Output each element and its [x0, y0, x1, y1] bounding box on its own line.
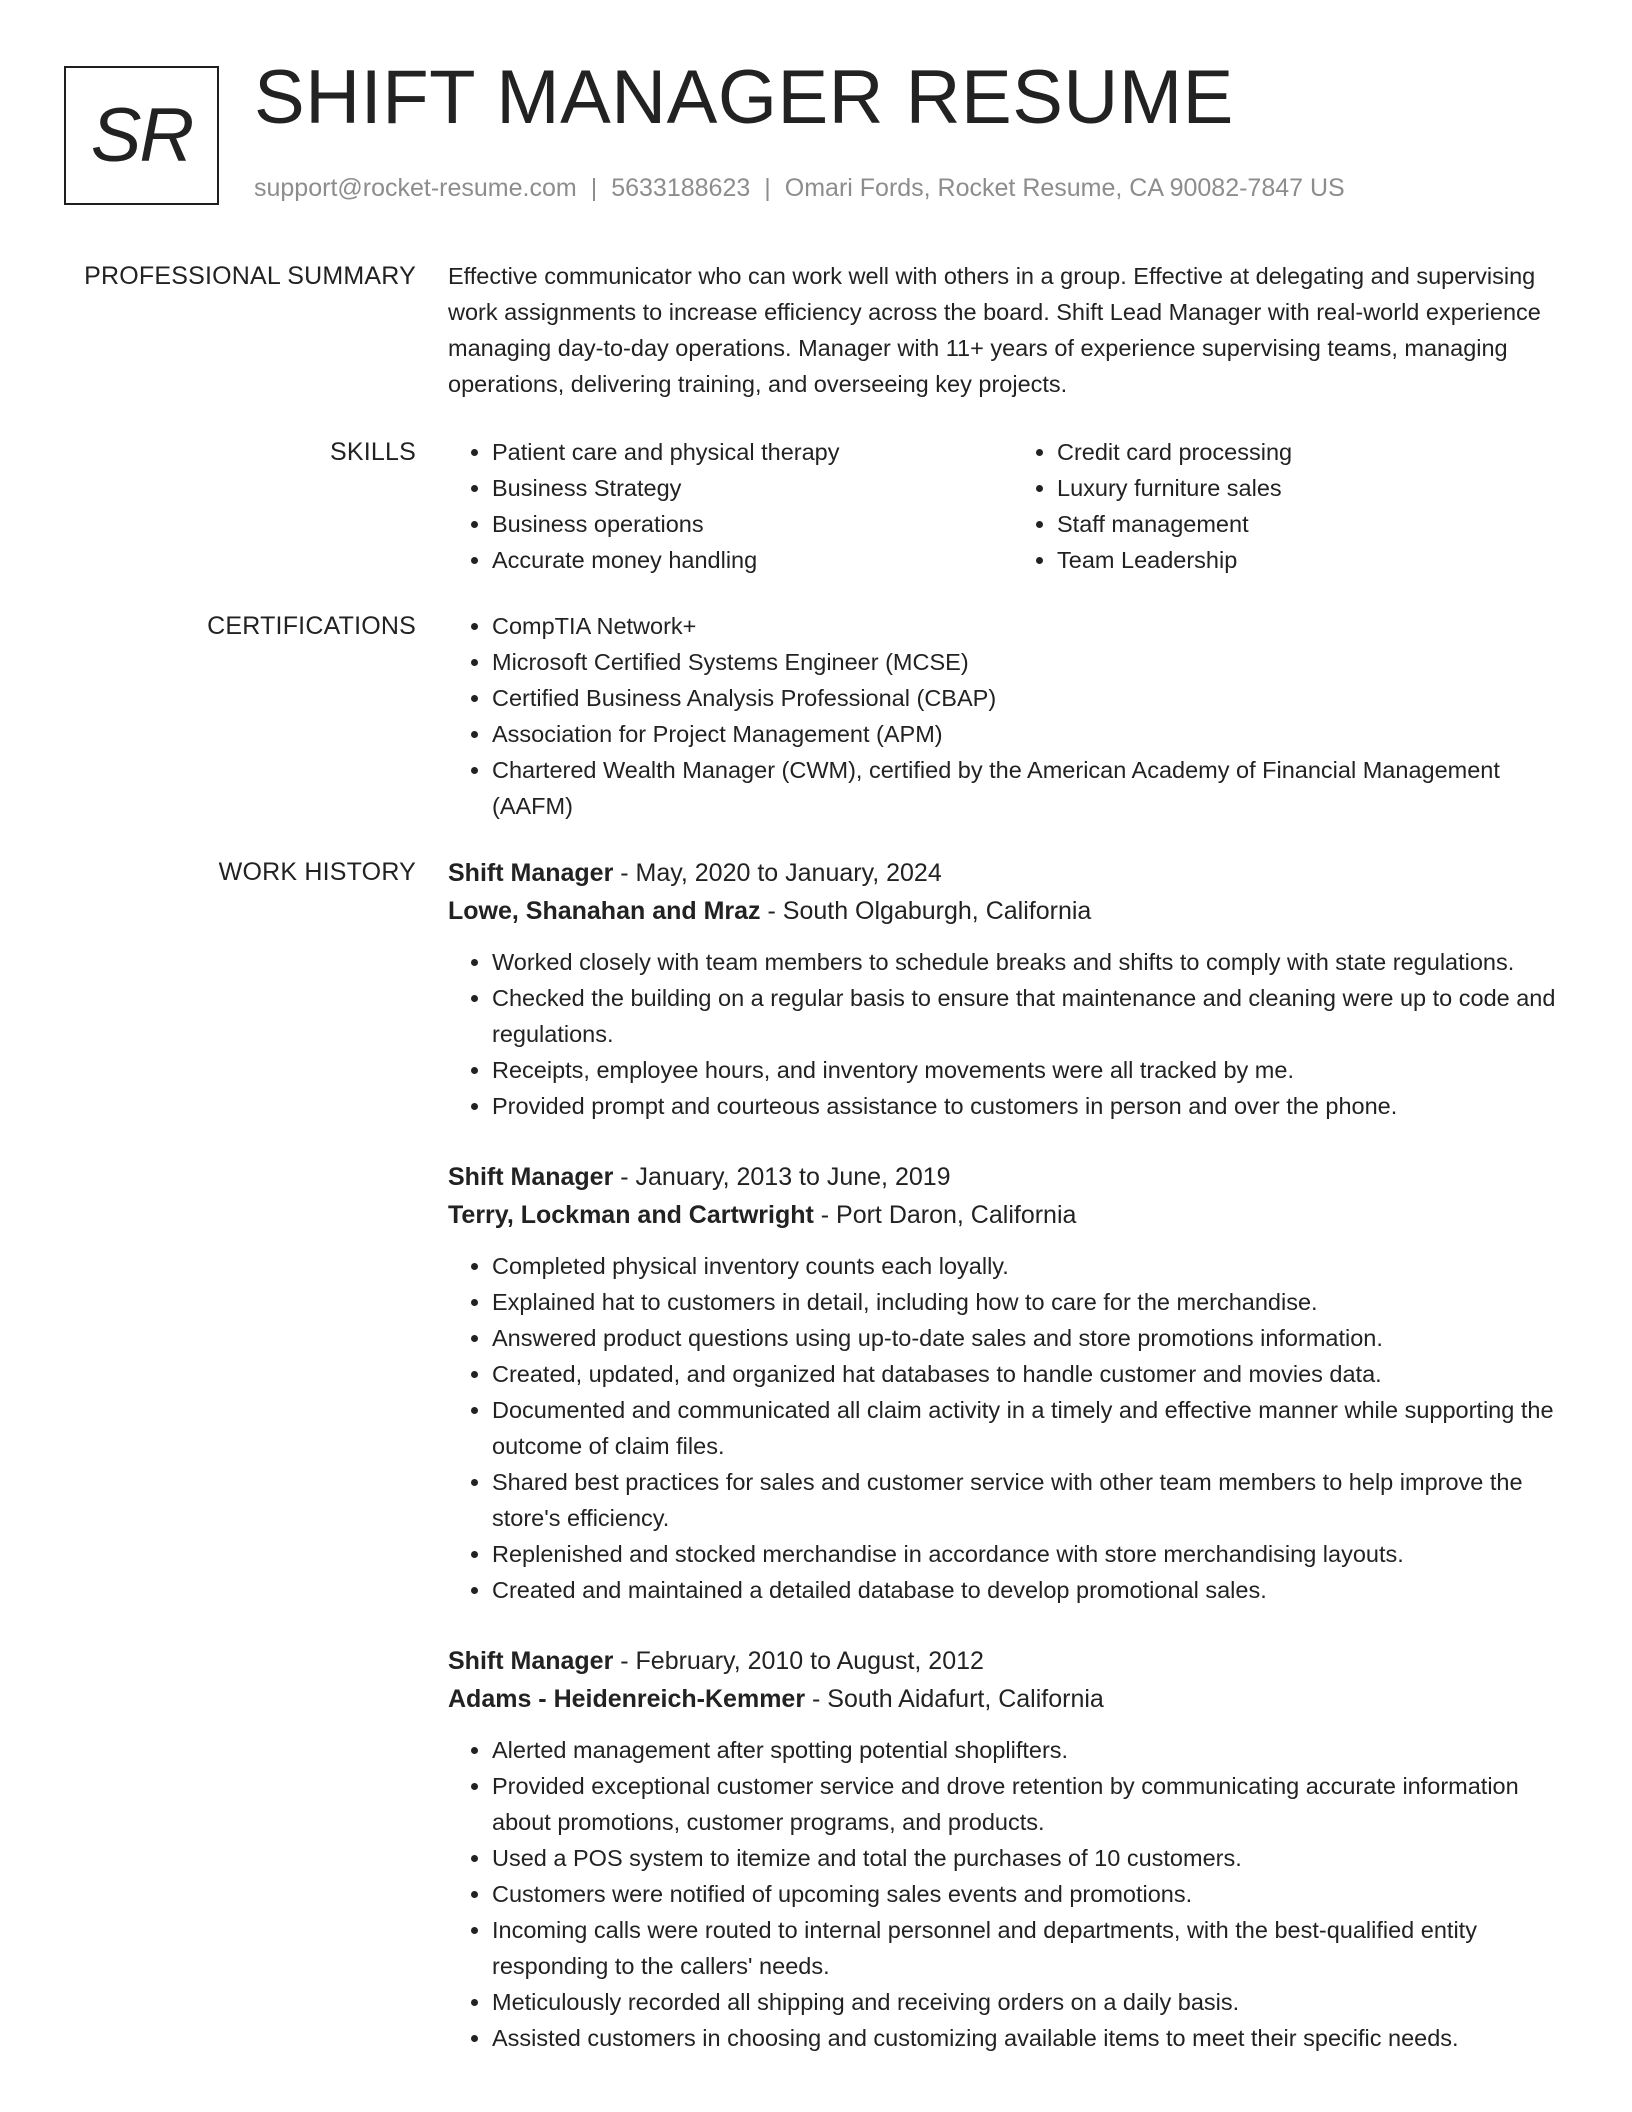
skill-item: • Team Leadership [1057, 542, 1578, 578]
skill-item: • Accurate money handling [492, 542, 1013, 578]
job-role-line [448, 1158, 1578, 1196]
job-entry [448, 1642, 1578, 2056]
skill-item: • Credit card processing [1057, 434, 1578, 470]
job-duty: • Completed physical inventory counts each loyally. [492, 1248, 1578, 1284]
job-duty: • Used a POS system to itemize and total the purchases of 10 customers. [492, 1840, 1578, 1876]
job-entry [448, 854, 1578, 1124]
certifications-body [448, 608, 1578, 824]
certifications-list [448, 608, 1578, 824]
job-duty: • Assisted customers in choosing and customizing available items to meet their specific needs. [492, 2020, 1578, 2056]
contact-phone[interactable]: 5633188623 [611, 174, 751, 202]
skills-list-left [448, 434, 1013, 578]
job-duty: • Replenished and stocked merchandise in accordance with store merchandising layouts. [492, 1536, 1578, 1572]
skill-item: • Business Strategy [492, 470, 1013, 506]
job-location: - South Aidafurt, California [805, 1685, 1104, 1713]
job-duty: • Meticulously recorded all shipping and receiving orders on a daily basis. [492, 1984, 1578, 2020]
job-duty: • Customers were notified of upcoming sales events and promotions. [492, 1876, 1578, 1912]
job-duties [448, 944, 1578, 1124]
job-duty: • Provided exceptional customer service and drove retention by communicating accurate information about promotions, customer programs, and products. [492, 1768, 1578, 1840]
certification-item: • Association for Project Management (APM) [492, 716, 1578, 752]
job-duty: • Incoming calls were routed to internal personnel and departments, with the best-qualified entity responding to the callers' needs. [492, 1912, 1578, 1984]
job-company-line [448, 1196, 1578, 1234]
job-role-line [448, 1642, 1578, 1680]
job-company: Lowe, Shanahan and Mraz [448, 897, 761, 925]
job-duty: • Worked closely with team members to schedule breaks and shifts to comply with state regulations. [492, 944, 1578, 980]
certification-item: • Microsoft Certified Systems Engineer (MCSE) [492, 644, 1578, 680]
job-role-line [448, 854, 1578, 892]
summary-text: Effective communicator who can work well with others in a group. Effective at delegating and supervising work assignments to increase efficiency across the board. Shift Lead Manager with real-world experience managing day-to-day operations. Manager with 11+ years of experience supervising teams, managing operations, delivering training, and overseeing key projects. [448, 263, 1541, 397]
certification-item: • CompTIA Network+ [492, 608, 1578, 644]
job-company-line [448, 892, 1578, 930]
job-duty: • Answered product questions using up-to-date sales and store promotions information. [492, 1320, 1578, 1356]
monogram-initials: SR [90, 93, 193, 178]
work-history-section [0, 854, 1632, 2090]
job-role: Shift Manager [448, 1163, 614, 1191]
summary-section [0, 258, 1632, 402]
skill-item: • Patient care and physical therapy [492, 434, 1013, 470]
contact-separator: | [590, 174, 598, 202]
job-duty: • Provided prompt and courteous assistance to customers in person and over the phone. [492, 1088, 1578, 1124]
job-duty: • Documented and communicated all claim activity in a timely and effective manner while supporting the outcome of claim files. [492, 1392, 1578, 1464]
job-company: Terry, Lockman and Cartwright [448, 1201, 814, 1229]
job-entry [448, 1158, 1578, 1608]
summary-heading: PROFESSIONAL SUMMARY [84, 262, 416, 290]
job-role: Shift Manager [448, 859, 614, 887]
contact-separator: | [764, 174, 771, 202]
job-dates: - January, 2013 to June, 2019 [613, 1163, 951, 1191]
skill-item: • Luxury furniture sales [1057, 470, 1578, 506]
job-duty: • Shared best practices for sales and customer service with other team members to help improve the store's efficiency. [492, 1464, 1578, 1536]
job-location: - Port Daron, California [813, 1201, 1077, 1229]
job-company-line [448, 1680, 1578, 1718]
job-duties [448, 1248, 1578, 1608]
job-duty: • Receipts, employee hours, and inventory movements were all tracked by me. [492, 1052, 1578, 1088]
job-company: Adams - Heidenreich-Kemmer [448, 1685, 806, 1713]
contact-email[interactable]: support@rocket-resume.com [254, 174, 577, 202]
skills-list-right [1013, 434, 1578, 578]
summary-body [448, 258, 1578, 402]
resume-body [0, 258, 1632, 2090]
skill-item: • Staff management [1057, 506, 1578, 542]
job-role: Shift Manager [448, 1647, 614, 1675]
work-history-body [448, 854, 1578, 2090]
certifications-section [0, 608, 1632, 824]
job-duty: • Alerted management after spotting potential shoplifters. [492, 1732, 1578, 1768]
certification-item: • Certified Business Analysis Professional (CBAP) [492, 680, 1578, 716]
work-history-heading: WORK HISTORY [218, 858, 416, 886]
contact-line [254, 174, 1345, 203]
job-duty: • Created and maintained a detailed database to develop promotional sales. [492, 1572, 1578, 1608]
job-dates: - February, 2010 to August, 2012 [613, 1647, 984, 1675]
skills-section [0, 434, 1632, 578]
job-duties [448, 1732, 1578, 2056]
job-duty: • Explained hat to customers in detail, including how to care for the merchandise. [492, 1284, 1578, 1320]
job-duty: • Created, updated, and organized hat databases to handle customer and movies data. [492, 1356, 1578, 1392]
job-dates: - May, 2020 to January, 2024 [613, 859, 942, 887]
contact-address: Omari Fords, Rocket Resume, CA 90082-7847 US [784, 174, 1345, 202]
job-location: - South Olgaburgh, California [760, 897, 1092, 925]
skill-item: • Business operations [492, 506, 1013, 542]
resume-title: SHIFT MANAGER RESUME [254, 55, 1234, 140]
monogram-logo [64, 66, 219, 205]
skills-body [448, 434, 1578, 578]
job-duty: • Checked the building on a regular basis to ensure that maintenance and cleaning were up to code and regulations. [492, 980, 1578, 1052]
certification-item: • Chartered Wealth Manager (CWM), certified by the American Academy of Financial Management (AAFM) [492, 752, 1578, 824]
skills-heading: SKILLS [330, 438, 416, 466]
certifications-heading: CERTIFICATIONS [207, 612, 416, 640]
